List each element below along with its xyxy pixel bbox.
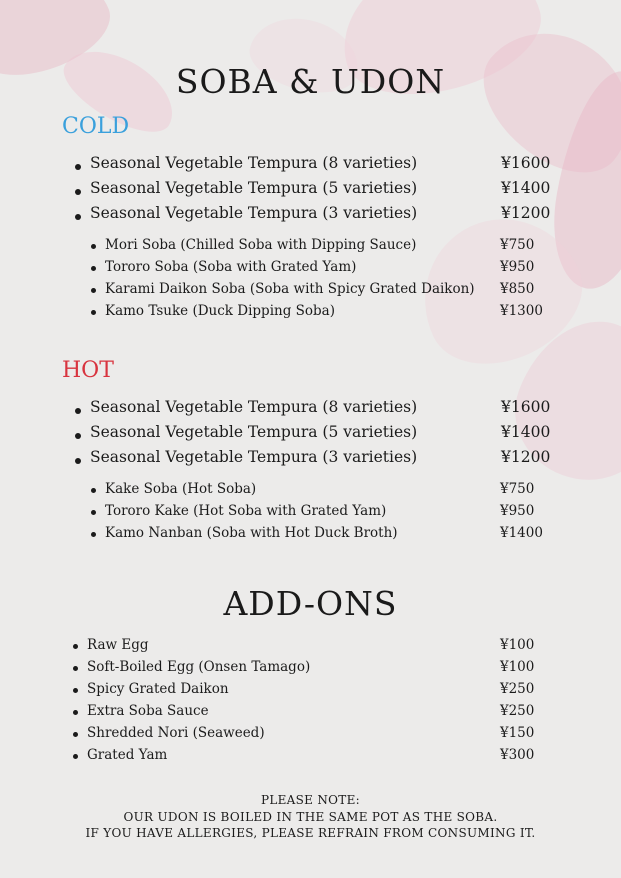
item-name: Seasonal Vegetable Tempura (3 varieties) [90, 204, 418, 222]
item-price: ¥850 [500, 281, 535, 297]
note-line: OUR UDON IS BOILED IN THE SAME POT AS THE SOBA. [123, 809, 498, 824]
item-name: Kamo Tsuke (Duck Dipping Soba) [105, 303, 335, 319]
item-price: ¥100 [500, 637, 535, 653]
bullet-icon [91, 532, 96, 537]
addons-title: ADD-ONS [223, 584, 398, 623]
bullet-icon [91, 266, 96, 271]
addon-item [0, 747, 621, 771]
item-price: ¥950 [500, 259, 535, 275]
bullet-icon [73, 754, 78, 759]
item-name: Karami Daikon Soba (Soba with Spicy Grated Daikon) [105, 281, 475, 297]
addon-item [0, 659, 621, 683]
item-name: Seasonal Vegetable Tempura (3 varieties) [90, 448, 418, 466]
menu-item [0, 204, 621, 228]
bullet-icon [73, 666, 78, 671]
menu-item [0, 423, 621, 447]
addon-item [0, 703, 621, 727]
bullet-icon [91, 488, 96, 493]
bullet-icon [75, 164, 81, 170]
bullet-icon [91, 244, 96, 249]
menu-item [0, 448, 621, 472]
item-name: Seasonal Vegetable Tempura (5 varieties) [90, 179, 418, 197]
bullet-icon [75, 433, 81, 439]
note-line: IF YOU HAVE ALLERGIES, PLEASE REFRAIN FROM CONSUMING IT. [85, 826, 536, 840]
bullet-icon [73, 644, 78, 649]
bullet-icon [75, 408, 81, 414]
menu-item [0, 154, 621, 178]
menu-title: SOBA & UDON [175, 62, 446, 101]
item-name: Seasonal Vegetable Tempura (5 varieties) [90, 423, 418, 441]
item-price: ¥1200 [501, 448, 551, 466]
item-price: ¥1600 [501, 398, 551, 416]
item-name: Seasonal Vegetable Tempura (8 varieties) [90, 398, 418, 416]
menu-item [0, 303, 621, 327]
item-price: ¥750 [500, 237, 535, 253]
menu-item [0, 237, 621, 261]
bullet-icon [73, 688, 78, 693]
item-name: Kake Soba (Hot Soba) [105, 481, 257, 497]
menu-item [0, 179, 621, 203]
bullet-icon [75, 458, 81, 464]
bullet-icon [75, 189, 81, 195]
menu-item [0, 503, 621, 527]
bullet-icon [75, 214, 81, 220]
item-price: ¥1400 [501, 179, 551, 197]
addon-item [0, 681, 621, 705]
addon-item [0, 637, 621, 661]
item-price: ¥250 [500, 681, 535, 697]
menu-item [0, 525, 621, 549]
item-price: ¥1200 [501, 204, 551, 222]
note-heading: PLEASE NOTE: [260, 793, 360, 807]
cold-heading: COLD [62, 114, 130, 139]
item-price: ¥1400 [501, 423, 551, 441]
menu-item [0, 281, 621, 305]
hot-heading: HOT [62, 358, 114, 383]
item-name: Extra Soba Sauce [87, 703, 209, 719]
item-price: ¥950 [500, 503, 535, 519]
bullet-icon [91, 310, 96, 315]
menu-item [0, 481, 621, 505]
item-price: ¥250 [500, 703, 535, 719]
item-name: Seasonal Vegetable Tempura (8 varieties) [90, 154, 418, 172]
item-name: Tororo Kake (Hot Soba with Grated Yam) [105, 503, 387, 519]
menu-item [0, 398, 621, 422]
bullet-icon [73, 710, 78, 715]
item-name: Shredded Nori (Seaweed) [87, 725, 265, 741]
item-price: ¥300 [500, 747, 535, 763]
item-name: Grated Yam [87, 747, 168, 763]
item-name: Raw Egg [87, 637, 149, 653]
item-price: ¥100 [500, 659, 535, 675]
item-name: Kamo Nanban (Soba with Hot Duck Broth) [105, 525, 398, 541]
item-name: Tororo Soba (Soba with Grated Yam) [105, 259, 357, 275]
item-price: ¥1400 [500, 525, 543, 541]
allergy-note [0, 792, 621, 842]
bullet-icon [91, 510, 96, 515]
item-name: Mori Soba (Chilled Soba with Dipping Sauce) [105, 237, 417, 253]
menu-item [0, 259, 621, 283]
item-price: ¥750 [500, 481, 535, 497]
addon-item [0, 725, 621, 749]
item-name: Spicy Grated Daikon [87, 681, 229, 697]
item-price: ¥1600 [501, 154, 551, 172]
item-price: ¥150 [500, 725, 535, 741]
item-name: Soft-Boiled Egg (Onsen Tamago) [87, 659, 311, 675]
bullet-icon [91, 288, 96, 293]
bullet-icon [73, 732, 78, 737]
item-price: ¥1300 [500, 303, 543, 319]
